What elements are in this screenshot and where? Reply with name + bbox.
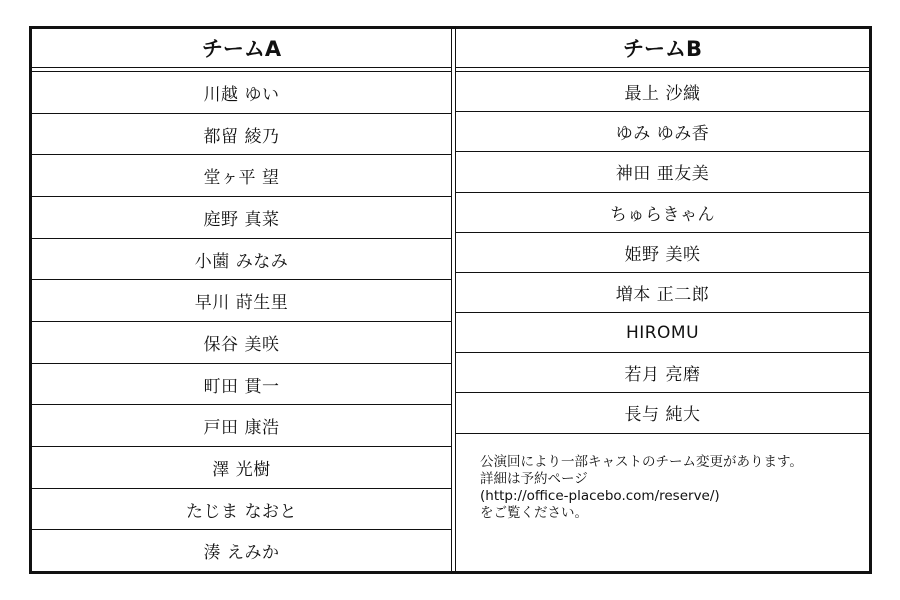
team-a-member: たじま なおと	[32, 489, 451, 531]
team-a-member: 庭野 真菜	[32, 197, 451, 239]
team-b-member: 長与 純大	[456, 393, 869, 433]
note-line: をご覧ください。	[480, 504, 588, 521]
team-a-member: 堂ヶ平 望	[32, 155, 451, 197]
team-b-column	[455, 29, 869, 571]
team-b-header: チームB	[456, 29, 869, 68]
team-a-column	[32, 29, 452, 571]
team-b-member: ちゅらきゃん	[456, 193, 869, 233]
team-b-member: 若月 亮磨	[456, 353, 869, 393]
team-b-member: ゆみ ゆみ香	[456, 112, 869, 152]
team-roster-table	[29, 26, 872, 574]
team-a-member: 都留 綾乃	[32, 114, 451, 156]
team-a-member: 早川 莳生里	[32, 280, 451, 322]
team-a-member: 小薗 みなみ	[32, 239, 451, 281]
team-b-member: HIROMU	[456, 313, 869, 353]
note-line: 詳細は予約ページ	[480, 470, 588, 487]
team-b-member: 神田 亜友美	[456, 152, 869, 192]
team-b-member: 最上 沙織	[456, 72, 869, 112]
team-a-member: 町田 貫一	[32, 364, 451, 406]
team-a-header: チームA	[32, 29, 451, 68]
cast-change-note	[456, 434, 869, 572]
team-b-member: 増本 正二郎	[456, 273, 869, 313]
reserve-url: (http://office-placebo.com/reserve/)	[480, 487, 720, 504]
team-a-member: 川越 ゆい	[32, 72, 451, 114]
team-a-member: 湊 えみか	[203, 543, 280, 564]
team-b-member: 姫野 美咲	[456, 233, 869, 273]
team-a-member: 澤 光樹	[32, 447, 451, 489]
team-a-member: 戸田 康浩	[32, 405, 451, 447]
note-line: 公演回により一部キャストのチーム変更があります。	[480, 453, 803, 470]
team-a-member: 保谷 美咲	[32, 322, 451, 364]
